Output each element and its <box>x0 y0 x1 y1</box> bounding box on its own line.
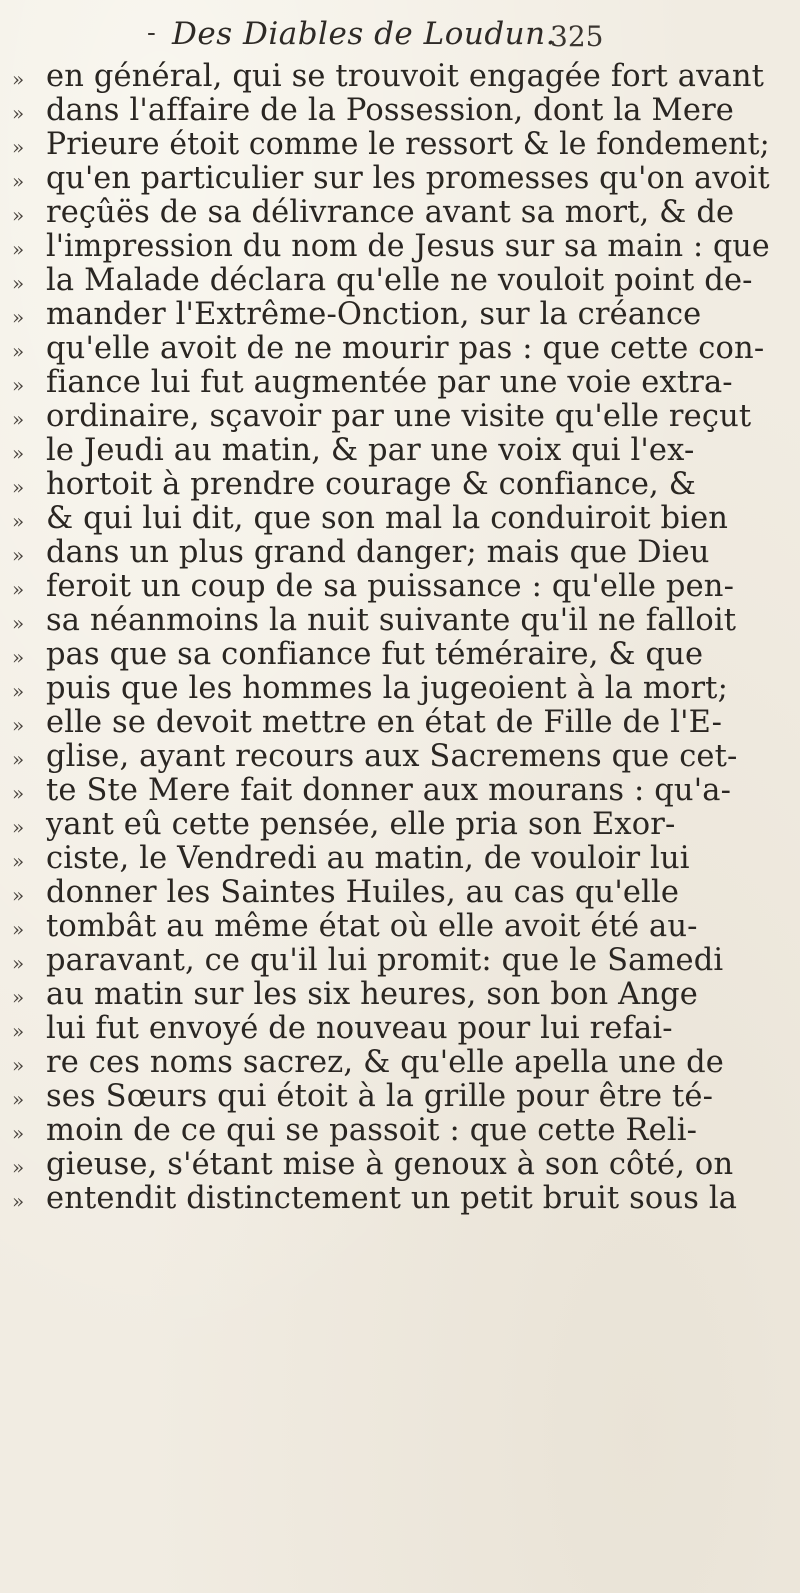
text-line <box>0 808 800 842</box>
text-line <box>0 638 800 672</box>
quote-mark: » <box>12 611 25 635</box>
line-text: feroit un coup de sa puissance : qu'elle pen- <box>46 569 735 604</box>
line-text: sa néanmoins la nuit suivante qu'il ne falloit <box>46 603 737 638</box>
line-text: donner les Saintes Huiles, au cas qu'elle <box>46 875 680 910</box>
text-line <box>0 468 800 502</box>
text-line <box>0 60 800 94</box>
text-line <box>0 842 800 876</box>
text-line <box>0 196 800 230</box>
running-head-title: Des Diables de Loudun. <box>172 16 556 52</box>
text-line <box>0 1182 800 1216</box>
quote-mark: » <box>12 237 25 261</box>
text-line <box>0 740 800 774</box>
text-line <box>0 604 800 638</box>
line-text: pas que sa confiance fut téméraire, & que <box>46 637 704 672</box>
quote-mark: » <box>12 1155 25 1179</box>
quote-mark: » <box>12 781 25 805</box>
text-line <box>0 978 800 1012</box>
text-line <box>0 1080 800 1114</box>
line-text: puis que les hommes la jugeoient à la mort; <box>46 671 729 706</box>
text-line <box>0 1046 800 1080</box>
line-text: reçûës de sa délivrance avant sa mort, & de <box>46 195 735 230</box>
quote-mark: » <box>12 101 25 125</box>
quote-mark: » <box>12 1053 25 1077</box>
quote-mark: » <box>12 407 25 431</box>
quote-mark: » <box>12 917 25 941</box>
text-line <box>0 1148 800 1182</box>
quote-mark: » <box>12 271 25 295</box>
line-text: tombât au même état où elle avoit été au- <box>46 909 698 944</box>
line-text: glise, ayant recours aux Sacremens que cet- <box>46 739 738 774</box>
line-text: ciste, le Vendredi au matin, de vouloir lui <box>46 841 690 876</box>
line-text: elle se devoit mettre en état de Fille de l'E- <box>46 705 723 740</box>
text-line <box>0 570 800 604</box>
quote-mark: » <box>12 951 25 975</box>
line-text: & qui lui dit, que son mal la conduiroit bien <box>46 501 729 536</box>
text-line <box>0 298 800 332</box>
text-line <box>0 910 800 944</box>
line-text: te Ste Mere fait donner aux mourans : qu'a- <box>46 773 732 808</box>
line-text: hortoit à prendre courage & confiance, & <box>46 467 697 502</box>
text-line <box>0 264 800 298</box>
text-line <box>0 774 800 808</box>
line-text: au matin sur les six heures, son bon Ange <box>46 977 698 1012</box>
line-text: lui fut envoyé de nouveau pour lui refai- <box>46 1011 673 1046</box>
line-text: entendit distinctement un petit bruit sous la <box>46 1181 738 1216</box>
text-line <box>0 94 800 128</box>
line-text: gieuse, s'étant mise à genoux à son côté, on <box>46 1147 734 1182</box>
quote-mark: » <box>12 475 25 499</box>
line-text: dans un plus grand danger; mais que Dieu <box>46 535 710 570</box>
text-line <box>0 876 800 910</box>
quote-mark: » <box>12 815 25 839</box>
line-text: fiance lui fut augmentée par une voie extra- <box>46 365 733 400</box>
line-text: dans l'affaire de la Possession, dont la Mere <box>46 93 734 128</box>
line-text: paravant, ce qu'il lui promit: que le Samedi <box>46 943 724 978</box>
text-line <box>0 230 800 264</box>
line-text: qu'en particulier sur les promesses qu'on avoit <box>46 161 770 196</box>
text-line <box>0 332 800 366</box>
quote-mark: » <box>12 1019 25 1043</box>
quote-mark: » <box>12 985 25 1009</box>
quote-mark: » <box>12 169 25 193</box>
quote-mark: » <box>12 1087 25 1111</box>
line-text: qu'elle avoit de ne mourir pas : que cette con- <box>46 331 765 366</box>
text-line <box>0 502 800 536</box>
line-text: moin de ce qui se passoit : que cette Reli- <box>46 1113 698 1148</box>
quote-mark: » <box>12 883 25 907</box>
quote-mark: » <box>12 543 25 567</box>
quote-mark: » <box>12 679 25 703</box>
quote-mark: » <box>12 577 25 601</box>
text-line <box>0 536 800 570</box>
quote-mark: » <box>12 441 25 465</box>
running-head <box>0 12 800 52</box>
text-line <box>0 366 800 400</box>
page-number: 325 <box>550 20 604 53</box>
text-line <box>0 434 800 468</box>
text-line <box>0 1012 800 1046</box>
line-text: ses Sœurs qui étoit à la grille pour être té- <box>46 1079 714 1114</box>
line-text: ordinaire, sçavoir par une visite qu'elle reçut <box>46 399 752 434</box>
text-line <box>0 672 800 706</box>
text-line <box>0 706 800 740</box>
text-line <box>0 162 800 196</box>
body-text <box>0 60 800 1216</box>
line-text: re ces noms sacrez, & qu'elle apella une de <box>46 1045 724 1080</box>
quote-mark: » <box>12 713 25 737</box>
quote-mark: » <box>12 373 25 397</box>
quote-mark: » <box>12 339 25 363</box>
line-text: mander l'Extrême-Onction, sur la créance <box>46 297 702 332</box>
quote-mark: » <box>12 135 25 159</box>
line-text: l'impression du nom de Jesus sur sa main : que <box>46 229 770 264</box>
text-line <box>0 128 800 162</box>
quote-mark: » <box>12 509 25 533</box>
line-text: le Jeudi au matin, & par une voix qui l'ex- <box>46 433 695 468</box>
text-line <box>0 944 800 978</box>
text-line <box>0 400 800 434</box>
line-text: la Malade déclara qu'elle ne vouloit point de- <box>46 263 753 298</box>
quote-mark: » <box>12 1189 25 1213</box>
quote-mark: » <box>12 849 25 873</box>
quote-mark: » <box>12 67 25 91</box>
line-text: Prieure étoit comme le ressort & le fondement; <box>46 127 770 162</box>
line-text: yant eû cette pensée, elle pria son Exor- <box>46 807 676 842</box>
quote-mark: » <box>12 645 25 669</box>
running-head-dash: - <box>147 18 156 48</box>
text-line <box>0 1114 800 1148</box>
quote-mark: » <box>12 305 25 329</box>
line-text: en général, qui se trouvoit engagée fort avant <box>46 59 765 94</box>
quote-mark: » <box>12 1121 25 1145</box>
quote-mark: » <box>12 747 25 771</box>
quote-mark: » <box>12 203 25 227</box>
